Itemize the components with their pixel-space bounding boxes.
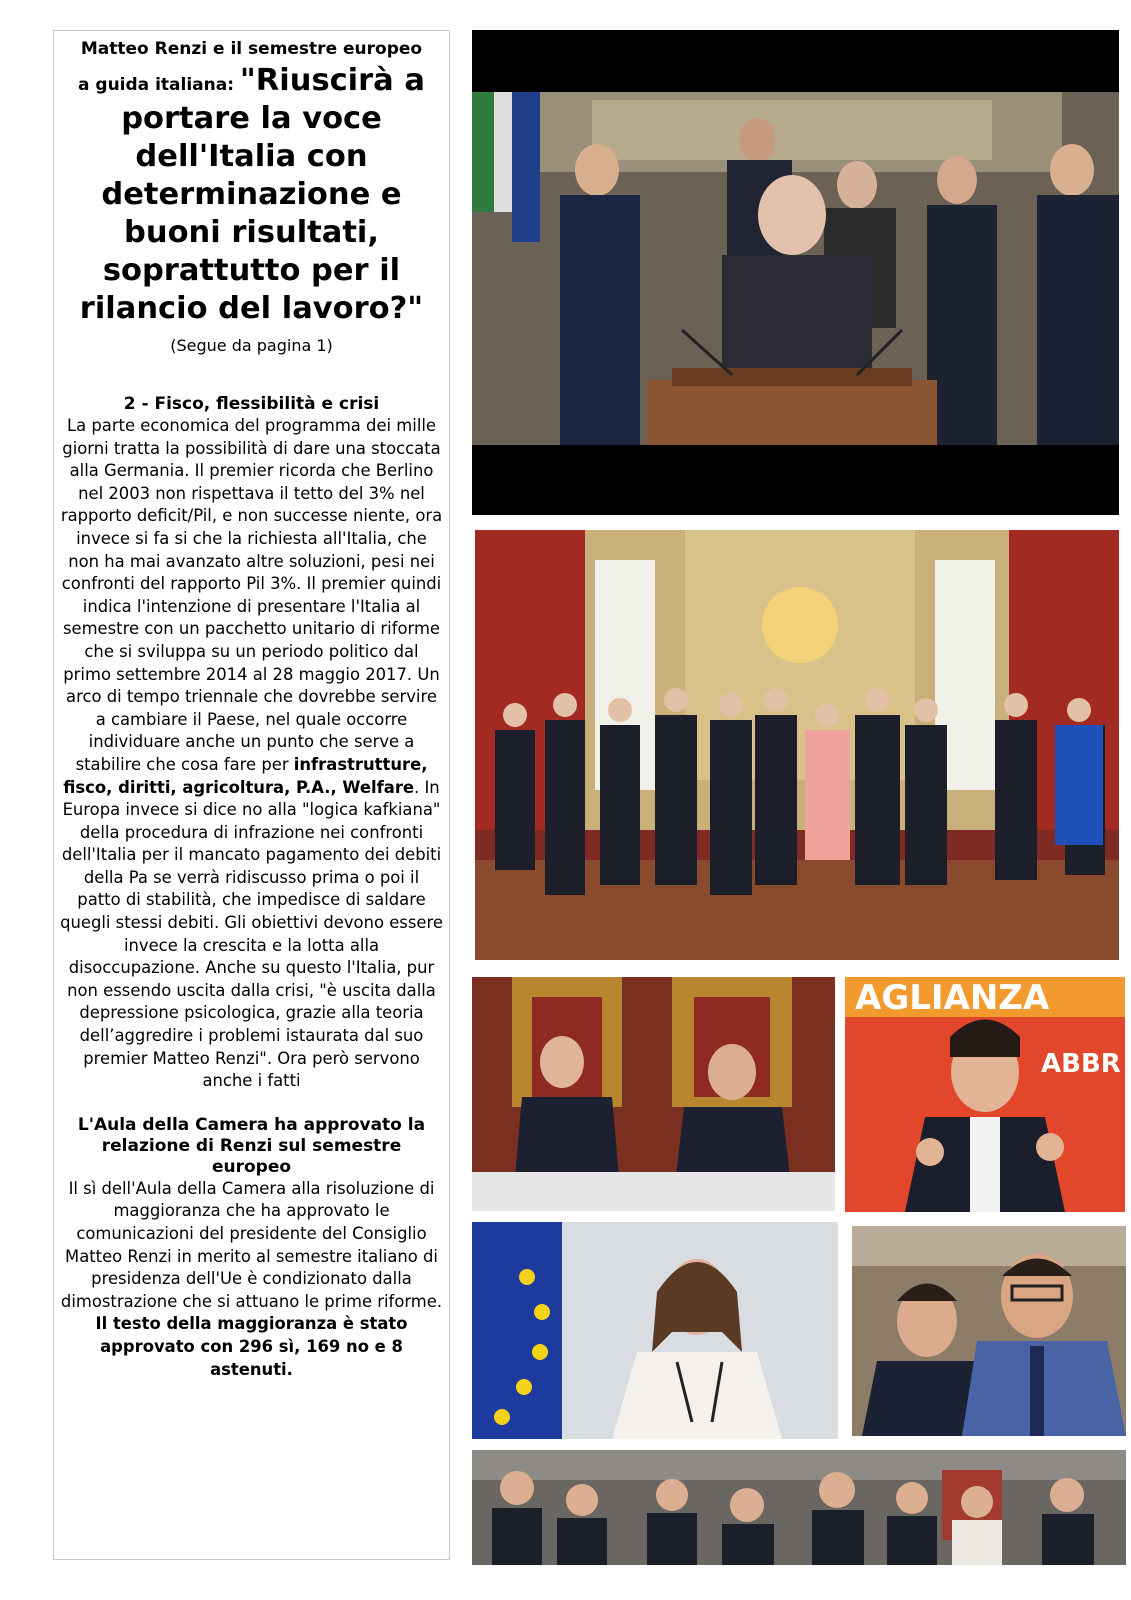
photo-renzi-padoan-seated	[472, 977, 835, 1211]
continued-from-page-note: (Segue da pagina 1)	[170, 336, 333, 355]
article-column	[53, 30, 450, 1560]
section-1-text: La parte economica del programma dei mille giorni tratta la possibilità di dare una stoccata alla Germania. Il premier ricorda che Berlino nel 2003 non rispettava il tetto del 3% nel rapporto deficit/Pil, e non successe niente, ora invece si fa si che la richiesta all'Italia, che non ha mai avanzato altre soluzioni, pesi nei confronti del rapporto Pil 3%. Il premier quindi indica l'intenzione di presentare l'Italia al semestre con un pacchetto unitario di riforme che si sviluppa su un periodo politico dal primo settembre 2014 al 28 maggio 2017. Un arco di tempo triennale che dovrebbe servire a cambiare il Paese, nel quale occorre individuare anche un punto che serve a stabilire che cosa fare per	[60, 416, 443, 774]
section-1-text-rest: . In Europa invece si dice no alla "logica kafkiana" della procedura di infrazione nei confronti dell'Italia per il mancato pagamento dei debiti della Pa se verrà ridiscusso prima o poi il patto di stabilità, che impedisce di saldare quegli stessi debiti. Gli obiettivi devono essere invece la crescita e la lotta alla disoccupazione. Anche su questo l'Italia, pur non essendo uscita dalla crisi, "è uscita dalla depressione psicologica, grazie alla teoria dell’aggredire i problemi istaurata dal suo premier Matteo Renzi". Ora però servono anche i fatti	[60, 777, 443, 1091]
section-1-paragraph	[60, 415, 443, 1093]
section-2-title: L'Aula della Camera ha approvato la relazione di Renzi sul semestre europeo	[77, 1114, 426, 1177]
section-2-paragraph	[60, 1178, 443, 1381]
photo-government-group	[475, 530, 1119, 960]
headline-part-1: "Riuscirà a	[239, 63, 425, 98]
sign-text: AGLIANZA	[855, 978, 1050, 1018]
photo-leaders-group	[472, 1450, 1126, 1565]
headline-part-2: portare la voce dell'Italia con determinazione e buoni risultati, soprattutto per il rilancio del lavoro?"	[79, 101, 424, 326]
photo-podium-speech	[472, 30, 1119, 515]
photo-man-laughing-sign	[845, 977, 1125, 1212]
section-2-text: Il sì dell'Aula della Camera alla risoluzione di maggioranza che ha approvato le comunicazioni del presidente del Consiglio Matteo Renzi in merito al semestre italiano di presidenza dell'Ue è condizionato dalla dimostrazione che si attuano le prime riforme.	[60, 1178, 443, 1311]
headline-first-line	[60, 62, 443, 100]
sign-text-2: ABBR	[1041, 1049, 1121, 1079]
kicker-line-2: a guida italiana:	[78, 75, 240, 95]
section-1-title: 2 - Fisco, flessibilità e crisi	[123, 394, 380, 414]
section-1-bold-text: infrastrutture, fisco, diritti, agricoltura, P.A., Welfare	[63, 754, 428, 797]
photo-woman-eu-flag	[472, 1222, 838, 1439]
photo-two-men-laughing	[852, 1226, 1126, 1436]
kicker-line-1: Matteo Renzi e il semestre europeo	[80, 39, 423, 59]
section-2-bold-text: Il testo della maggioranza è stato approvato con 296 sì, 169 no e 8 astenuti.	[95, 1314, 408, 1379]
